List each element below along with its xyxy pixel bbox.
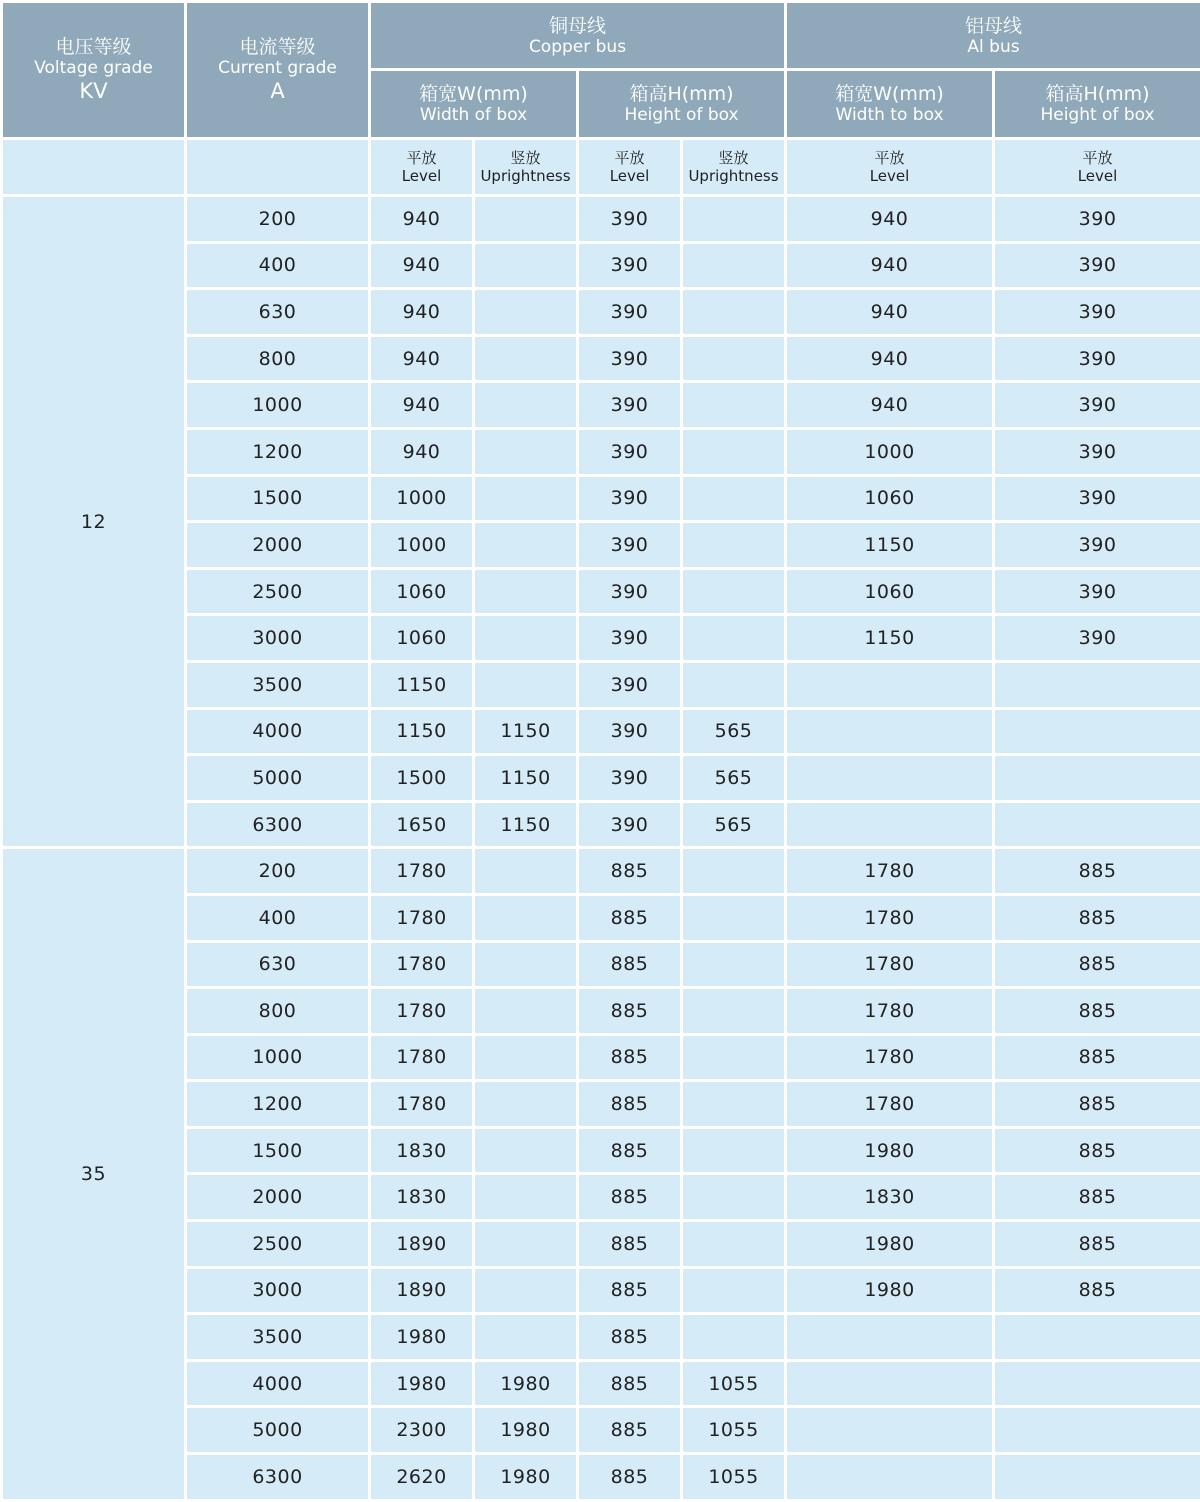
al-width-level-cell: 1780: [786, 1034, 994, 1081]
copper-height-upright: [682, 139, 786, 196]
table-row: [2, 848, 1200, 895]
current-cell: 5000: [186, 755, 370, 802]
copper-width-level-cell: 2300: [370, 1407, 474, 1454]
al-width-level-cell: 1980: [786, 1127, 994, 1174]
current-cell: 1500: [186, 1127, 370, 1174]
current-cell: 1500: [186, 475, 370, 522]
copper-height-level-cell: 885: [578, 1407, 682, 1454]
copper-width-level: [370, 139, 474, 196]
level-en: Level: [787, 167, 992, 186]
al-height-level-cell: [994, 1314, 1200, 1361]
current-header-unit: A: [187, 78, 368, 104]
voltage-header-zh: 电压等级: [3, 36, 184, 58]
copper-height-zh: 箱高H(mm): [579, 83, 784, 105]
al-height-level-cell: [994, 801, 1200, 848]
copper-width-upright: [474, 139, 578, 196]
copper-width-level-cell: 1000: [370, 475, 474, 522]
copper-height-level-cell: 885: [578, 1034, 682, 1081]
al-height-level-cell: 390: [994, 615, 1200, 662]
copper-height-upright-cell: [682, 1081, 786, 1128]
current-cell: 1200: [186, 1081, 370, 1128]
al-width-level-cell: 1060: [786, 568, 994, 615]
copper-width-upright-cell: [474, 196, 578, 243]
al-width-level-cell: [786, 1314, 994, 1361]
copper-height-upright-cell: 565: [682, 755, 786, 802]
copper-height-level-cell: 885: [578, 1360, 682, 1407]
current-cell: 1200: [186, 428, 370, 475]
al-height-zh: 箱高H(mm): [995, 83, 1200, 105]
copper-height-upright-cell: 1055: [682, 1360, 786, 1407]
copper-width-level-cell: 1500: [370, 755, 474, 802]
al-width-level-cell: 1150: [786, 522, 994, 569]
copper-height-level-cell: 390: [578, 428, 682, 475]
al-width-level-cell: 1000: [786, 428, 994, 475]
al-height-level-cell: 390: [994, 428, 1200, 475]
copper-height-level-cell: 885: [578, 1127, 682, 1174]
copper-width-level-cell: 1890: [370, 1267, 474, 1314]
copper-width-level-cell: 940: [370, 289, 474, 336]
copper-height-level-cell: 885: [578, 1454, 682, 1501]
copper-height-upright-cell: [682, 661, 786, 708]
copper-height-upright-cell: [682, 1267, 786, 1314]
al-height-level-cell: [994, 1360, 1200, 1407]
voltage-header-unit: KV: [3, 78, 184, 104]
current-cell: 200: [186, 848, 370, 895]
copper-height-level-cell: 885: [578, 988, 682, 1035]
copper-width-upright-cell: 1150: [474, 708, 578, 755]
current-cell: 1000: [186, 1034, 370, 1081]
upright-en: Uprightness: [683, 167, 784, 186]
copper-height-level-cell: 390: [578, 289, 682, 336]
al-height-level-cell: 390: [994, 522, 1200, 569]
copper-width-level-cell: 1150: [370, 708, 474, 755]
current-header-en: Current grade: [187, 58, 368, 78]
copper-width-level-cell: 940: [370, 335, 474, 382]
orientation-blank-voltage: [2, 139, 186, 196]
al-width-level-cell: [786, 801, 994, 848]
al-height-level-cell: 390: [994, 382, 1200, 429]
copper-height-upright-cell: [682, 1221, 786, 1268]
al-height-level-cell: 390: [994, 335, 1200, 382]
copper-width-upright-cell: [474, 289, 578, 336]
al-width-header: [786, 70, 994, 139]
copper-width-upright-cell: [474, 428, 578, 475]
copper-height-upright-cell: [682, 196, 786, 243]
copper-height-level-cell: 885: [578, 941, 682, 988]
al-height-en: Height of box: [995, 105, 1200, 125]
copper-height-level-cell: 885: [578, 1267, 682, 1314]
copper-height-upright-cell: [682, 848, 786, 895]
current-cell: 2500: [186, 568, 370, 615]
copper-width-level-cell: 1780: [370, 1081, 474, 1128]
copper-width-upright-cell: 1150: [474, 801, 578, 848]
al-width-level-cell: [786, 708, 994, 755]
copper-width-upright-cell: [474, 615, 578, 662]
current-cell: 3500: [186, 661, 370, 708]
copper-width-upright-cell: [474, 1127, 578, 1174]
voltage-cell: 35: [2, 848, 186, 1500]
copper-width-upright-cell: [474, 1314, 578, 1361]
copper-height-upright-cell: [682, 475, 786, 522]
copper-height-upright-cell: [682, 615, 786, 662]
current-header: [186, 2, 370, 139]
copper-height-en: Height of box: [579, 105, 784, 125]
al-width-level-cell: 1980: [786, 1267, 994, 1314]
current-cell: 3500: [186, 1314, 370, 1361]
copper-width-level-cell: 940: [370, 242, 474, 289]
upright-zh: 竖放: [683, 149, 784, 167]
copper-width-level-cell: 1150: [370, 661, 474, 708]
copper-width-upright-cell: [474, 848, 578, 895]
copper-height-upright-cell: [682, 289, 786, 336]
al-height-level-cell: 390: [994, 289, 1200, 336]
al-height-level-cell: 885: [994, 1081, 1200, 1128]
current-cell: 3000: [186, 1267, 370, 1314]
al-width-level-cell: [786, 1454, 994, 1501]
al-width-level: [786, 139, 994, 196]
al-height-level-cell: 885: [994, 1174, 1200, 1221]
copper-width-upright-cell: [474, 1174, 578, 1221]
al-width-level-cell: 940: [786, 382, 994, 429]
al-width-level-cell: 1830: [786, 1174, 994, 1221]
level-zh: 平放: [995, 149, 1200, 167]
current-cell: 400: [186, 894, 370, 941]
copper-width-level-cell: 1890: [370, 1221, 474, 1268]
copper-width-level-cell: 1780: [370, 1034, 474, 1081]
current-header-zh: 电流等级: [187, 36, 368, 58]
al-width-en: Width to box: [787, 105, 992, 125]
copper-width-upright-cell: [474, 1221, 578, 1268]
copper-height-level-cell: 390: [578, 522, 682, 569]
copper-width-upright-cell: [474, 335, 578, 382]
copper-width-level-cell: 1780: [370, 848, 474, 895]
current-cell: 3000: [186, 615, 370, 662]
copper-bus-header: [370, 2, 786, 70]
copper-width-level-cell: 940: [370, 196, 474, 243]
copper-height-header: [578, 70, 786, 139]
al-height-level-cell: 390: [994, 568, 1200, 615]
copper-height-level-cell: 390: [578, 382, 682, 429]
al-width-level-cell: 1780: [786, 848, 994, 895]
copper-width-upright-cell: [474, 242, 578, 289]
copper-width-level-cell: 1980: [370, 1314, 474, 1361]
current-cell: 630: [186, 941, 370, 988]
current-cell: 6300: [186, 801, 370, 848]
level-zh: 平放: [787, 149, 992, 167]
copper-height-level-cell: 390: [578, 801, 682, 848]
level-en: Level: [995, 167, 1200, 186]
copper-height-level-cell: 390: [578, 568, 682, 615]
al-width-level-cell: 940: [786, 335, 994, 382]
copper-height-upright-cell: [682, 568, 786, 615]
copper-height-level-cell: 885: [578, 1081, 682, 1128]
level-en: Level: [579, 167, 680, 186]
al-bus-header: [786, 2, 1200, 70]
copper-height-level: [578, 139, 682, 196]
copper-width-level-cell: 1650: [370, 801, 474, 848]
al-width-zh: 箱宽W(mm): [787, 83, 992, 105]
copper-width-level-cell: 940: [370, 428, 474, 475]
copper-height-upright-cell: [682, 1127, 786, 1174]
copper-height-upright-cell: [682, 894, 786, 941]
copper-width-upright-cell: [474, 988, 578, 1035]
current-cell: 200: [186, 196, 370, 243]
al-width-level-cell: 1150: [786, 615, 994, 662]
al-height-level-cell: 390: [994, 196, 1200, 243]
copper-width-upright-cell: [474, 382, 578, 429]
al-height-level-cell: [994, 1454, 1200, 1501]
voltage-cell: 12: [2, 196, 186, 848]
al-height-level-cell: 885: [994, 941, 1200, 988]
upright-en: Uprightness: [475, 167, 576, 186]
al-height-level: [994, 139, 1200, 196]
copper-bus-zh: 铜母线: [371, 15, 784, 37]
al-bus-en: Al bus: [787, 37, 1200, 57]
table-body: [2, 196, 1200, 1501]
level-en: Level: [371, 167, 472, 186]
upright-zh: 竖放: [475, 149, 576, 167]
copper-width-level-cell: 1000: [370, 522, 474, 569]
copper-height-upright-cell: [682, 335, 786, 382]
al-height-level-cell: [994, 708, 1200, 755]
al-width-level-cell: 1980: [786, 1221, 994, 1268]
al-width-level-cell: [786, 755, 994, 802]
current-cell: 2000: [186, 522, 370, 569]
current-cell: 2000: [186, 1174, 370, 1221]
al-width-level-cell: 940: [786, 242, 994, 289]
copper-height-upright-cell: [682, 428, 786, 475]
copper-width-level-cell: 2620: [370, 1454, 474, 1501]
copper-height-level-cell: 885: [578, 894, 682, 941]
copper-width-upright-cell: [474, 475, 578, 522]
al-height-level-cell: 885: [994, 1034, 1200, 1081]
copper-width-upright-cell: [474, 1034, 578, 1081]
voltage-header: [2, 2, 186, 139]
al-height-level-cell: [994, 755, 1200, 802]
voltage-header-en: Voltage grade: [3, 58, 184, 78]
copper-width-upright-cell: [474, 661, 578, 708]
copper-width-upright-cell: [474, 894, 578, 941]
al-height-level-cell: 885: [994, 1221, 1200, 1268]
copper-width-header: [370, 70, 578, 139]
copper-width-level-cell: 1980: [370, 1360, 474, 1407]
copper-height-upright-cell: [682, 522, 786, 569]
copper-height-upright-cell: [682, 988, 786, 1035]
copper-height-upright-cell: [682, 1174, 786, 1221]
al-width-level-cell: 1780: [786, 894, 994, 941]
al-height-level-cell: 885: [994, 1127, 1200, 1174]
copper-width-level-cell: 1780: [370, 941, 474, 988]
al-width-level-cell: [786, 1360, 994, 1407]
al-height-level-cell: 885: [994, 894, 1200, 941]
copper-width-upright-cell: 1980: [474, 1407, 578, 1454]
copper-height-upright-cell: 1055: [682, 1407, 786, 1454]
copper-height-level-cell: 885: [578, 1174, 682, 1221]
current-cell: 6300: [186, 1454, 370, 1501]
copper-height-upright-cell: 565: [682, 801, 786, 848]
current-cell: 4000: [186, 708, 370, 755]
copper-height-upright-cell: [682, 242, 786, 289]
copper-width-level-cell: 1830: [370, 1174, 474, 1221]
copper-height-upright-cell: [682, 382, 786, 429]
orientation-blank-current: [186, 139, 370, 196]
copper-height-upright-cell: [682, 941, 786, 988]
copper-bus-en: Copper bus: [371, 37, 784, 57]
copper-height-level-cell: 885: [578, 848, 682, 895]
copper-height-upright-cell: 565: [682, 708, 786, 755]
copper-width-upright-cell: 1150: [474, 755, 578, 802]
copper-height-level-cell: 390: [578, 661, 682, 708]
al-width-level-cell: [786, 661, 994, 708]
copper-width-level-cell: 1060: [370, 615, 474, 662]
copper-height-level-cell: 885: [578, 1314, 682, 1361]
current-cell: 630: [186, 289, 370, 336]
copper-width-level-cell: 1060: [370, 568, 474, 615]
copper-width-upright-cell: [474, 1267, 578, 1314]
copper-height-level-cell: 390: [578, 708, 682, 755]
al-height-level-cell: [994, 1407, 1200, 1454]
current-cell: 5000: [186, 1407, 370, 1454]
current-cell: 800: [186, 335, 370, 382]
al-height-level-cell: 390: [994, 475, 1200, 522]
copper-height-level-cell: 390: [578, 475, 682, 522]
current-cell: 4000: [186, 1360, 370, 1407]
current-cell: 1000: [186, 382, 370, 429]
copper-height-level-cell: 390: [578, 755, 682, 802]
copper-width-level-cell: 1830: [370, 1127, 474, 1174]
current-cell: 800: [186, 988, 370, 1035]
al-width-level-cell: 940: [786, 196, 994, 243]
copper-width-upright-cell: 1980: [474, 1454, 578, 1501]
copper-width-upright-cell: [474, 941, 578, 988]
al-width-level-cell: [786, 1407, 994, 1454]
level-zh: 平放: [371, 149, 472, 167]
al-height-level-cell: 390: [994, 242, 1200, 289]
current-cell: 2500: [186, 1221, 370, 1268]
al-height-level-cell: 885: [994, 848, 1200, 895]
al-width-level-cell: 1780: [786, 941, 994, 988]
copper-height-level-cell: 390: [578, 196, 682, 243]
copper-width-upright-cell: 1980: [474, 1360, 578, 1407]
current-cell: 400: [186, 242, 370, 289]
copper-width-level-cell: 940: [370, 382, 474, 429]
copper-height-level-cell: 390: [578, 335, 682, 382]
al-width-level-cell: 1780: [786, 1081, 994, 1128]
copper-width-level-cell: 1780: [370, 894, 474, 941]
al-bus-zh: 铝母线: [787, 15, 1200, 37]
copper-width-en: Width of box: [371, 105, 576, 125]
copper-width-upright-cell: [474, 522, 578, 569]
copper-width-zh: 箱宽W(mm): [371, 83, 576, 105]
level-zh: 平放: [579, 149, 680, 167]
al-height-level-cell: 885: [994, 1267, 1200, 1314]
copper-width-upright-cell: [474, 568, 578, 615]
copper-height-level-cell: 885: [578, 1221, 682, 1268]
copper-height-upright-cell: 1055: [682, 1454, 786, 1501]
copper-height-upright-cell: [682, 1034, 786, 1081]
al-width-level-cell: 940: [786, 289, 994, 336]
copper-width-upright-cell: [474, 1081, 578, 1128]
al-height-level-cell: 885: [994, 988, 1200, 1035]
copper-height-level-cell: 390: [578, 242, 682, 289]
copper-height-level-cell: 390: [578, 615, 682, 662]
al-height-header: [994, 70, 1200, 139]
copper-width-level-cell: 1780: [370, 988, 474, 1035]
al-height-level-cell: [994, 661, 1200, 708]
table-row: [2, 196, 1200, 243]
al-width-level-cell: 1060: [786, 475, 994, 522]
copper-height-upright-cell: [682, 1314, 786, 1361]
al-width-level-cell: 1780: [786, 988, 994, 1035]
